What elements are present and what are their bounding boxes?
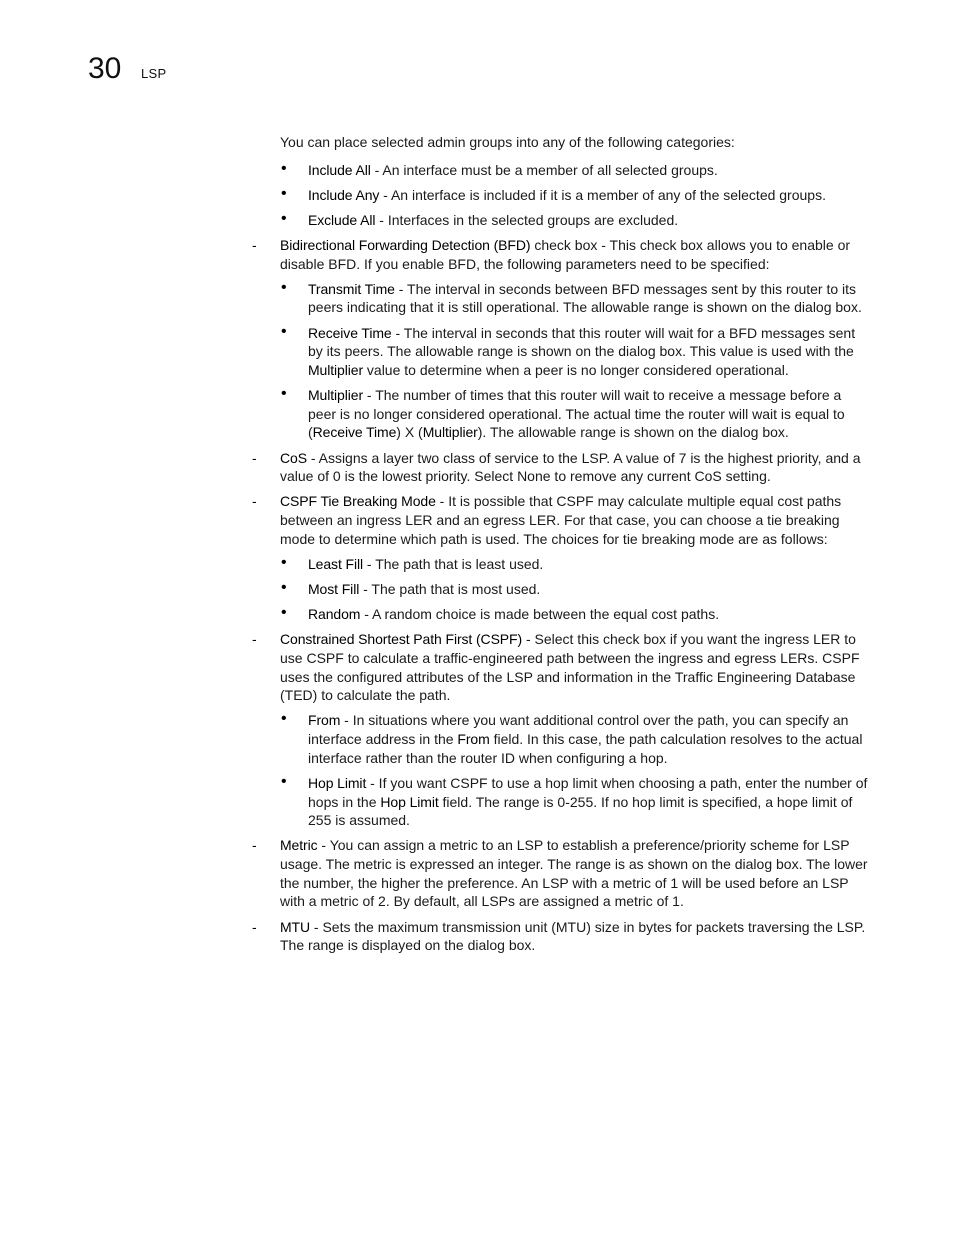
metric-item	[280, 836, 872, 911]
list-item	[280, 774, 872, 830]
list-item	[280, 555, 872, 574]
term: Metric	[280, 837, 318, 854]
list-item	[280, 280, 872, 317]
description: - A random choice is made between the equal cost paths.	[360, 606, 720, 623]
description: field. In this case, the path calculation resolves to the actual interface rather than the router ID when configuring a hop.	[308, 731, 863, 766]
description: ). The allowable range is shown on the dialog box.	[477, 424, 789, 441]
description: - It is possible that CSPF may calculate multiple equal cost paths between an ingress LER and an egress LER. For that case, you can choose a tie breaking mode to determine which path is used. The choices for tie breaking mode are as follows:	[280, 493, 842, 547]
list-item	[280, 186, 872, 205]
cos-item	[280, 449, 872, 486]
term: Include Any	[308, 186, 380, 203]
term: Hop Limit	[380, 793, 439, 810]
description: - The interval in seconds that this router will wait for a BFD messages sent by its peers. The allowable range is shown on the dialog box. This value is used with the	[308, 324, 856, 360]
body-content	[280, 133, 872, 961]
list-item	[280, 161, 872, 180]
description: - If you want CSPF to use a hop limit when choosing a path, enter the number of hops in the	[308, 774, 868, 810]
term: Random	[308, 606, 361, 623]
description: - Interfaces in the selected groups are excluded.	[375, 211, 679, 228]
cspf-option-list	[280, 711, 872, 830]
description: - The interval in seconds between BFD messages sent by this router to its peers indicating that it is still operational. The allowable range is shown on the dialog box.	[308, 280, 862, 316]
term: Hop Limit	[308, 774, 367, 791]
bfd-parameter-list	[280, 280, 872, 442]
intro-paragraph: You can place selected admin groups into any of the following categories:	[280, 134, 735, 150]
description: ) X (	[396, 424, 423, 441]
description: - Select this check box if you want the ingress LER to use CSPF to calculate a traffic-engineered path between the ingress and egress LERs. CSPF uses the configured attributes of the LSP and information in the Traffic Engineering Database (TED) to calculate the path.	[280, 631, 860, 704]
list-item	[280, 386, 872, 442]
term: Exclude All	[308, 211, 376, 228]
description: - An interface must be a member of all selected groups.	[370, 161, 718, 178]
description: - Assigns a layer two class of service to the LSP. A value of 7 is the highest priority, and a value of 0 is the lowest priority. Select None to remove any current CoS setting.	[280, 449, 861, 485]
list-item	[280, 605, 872, 624]
description: field. The range is 0-255. If no hop limit is specified, a hope limit of 255 is assumed.	[308, 793, 853, 829]
admin-group-list	[280, 161, 872, 230]
cspf-item	[280, 630, 872, 705]
description: - An interface is included if it is a member of any of the selected groups.	[379, 186, 826, 203]
cspf-tie-item	[280, 492, 872, 548]
term: Multiplier	[308, 361, 364, 378]
term: Multiplier	[308, 387, 364, 404]
term: Transmit Time	[308, 280, 395, 297]
description: value to determine when a peer is no longer considered operational.	[363, 361, 789, 378]
list-item	[280, 324, 872, 380]
term: From	[457, 731, 490, 748]
description: - The path that is least used.	[363, 555, 544, 572]
term: Least Fill	[308, 555, 364, 572]
description: - The path that is most used.	[359, 580, 541, 597]
list-item	[280, 211, 872, 230]
description: - You can assign a metric to an LSP to establish a preference/priority scheme for LSP usage. The metric is expressed an integer. The range is as shown on the dialog box. The lower the number, the higher the preference. An LSP with a metric of 1 will be used before an LSP with a metric of 2. By default, all LSPs are assigned a metric of 1.	[280, 837, 868, 910]
term: CoS	[280, 449, 307, 466]
list-item	[280, 711, 872, 767]
term: Multiplier	[422, 424, 478, 441]
mtu-item	[280, 918, 872, 955]
term: Include All	[308, 161, 371, 178]
term: Constrained Shortest Path First (CSPF)	[280, 631, 523, 648]
description: - In situations where you want additional control over the path, you can specify an interface address in the	[308, 712, 849, 748]
term: Receive Time	[312, 424, 397, 441]
term: Bidirectional Forwarding Detection (BFD)	[280, 236, 531, 253]
tie-breaking-list	[280, 555, 872, 624]
bfd-item	[280, 236, 872, 273]
term: From	[308, 712, 341, 729]
list-item	[280, 580, 872, 599]
description: - The number of times that this router will wait to receive a message before a peer is no longer considered operational. The actual time the router will wait is equal to (	[308, 387, 845, 441]
description: - Sets the maximum transmission unit (MTU) size in bytes for packets traversing the LSP. The range is displayed on the dialog box.	[280, 918, 866, 954]
chapter-title: LSP	[141, 66, 167, 81]
term: Most Fill	[308, 580, 360, 597]
description: check box - This check box allows you to enable or disable BFD. If you enable BFD, the following parameters need to be specified:	[280, 236, 851, 272]
term: CSPF Tie Breaking Mode	[280, 493, 436, 510]
term: Receive Time	[308, 324, 392, 341]
term: MTU	[280, 918, 311, 935]
chapter-number: 30	[88, 52, 122, 85]
